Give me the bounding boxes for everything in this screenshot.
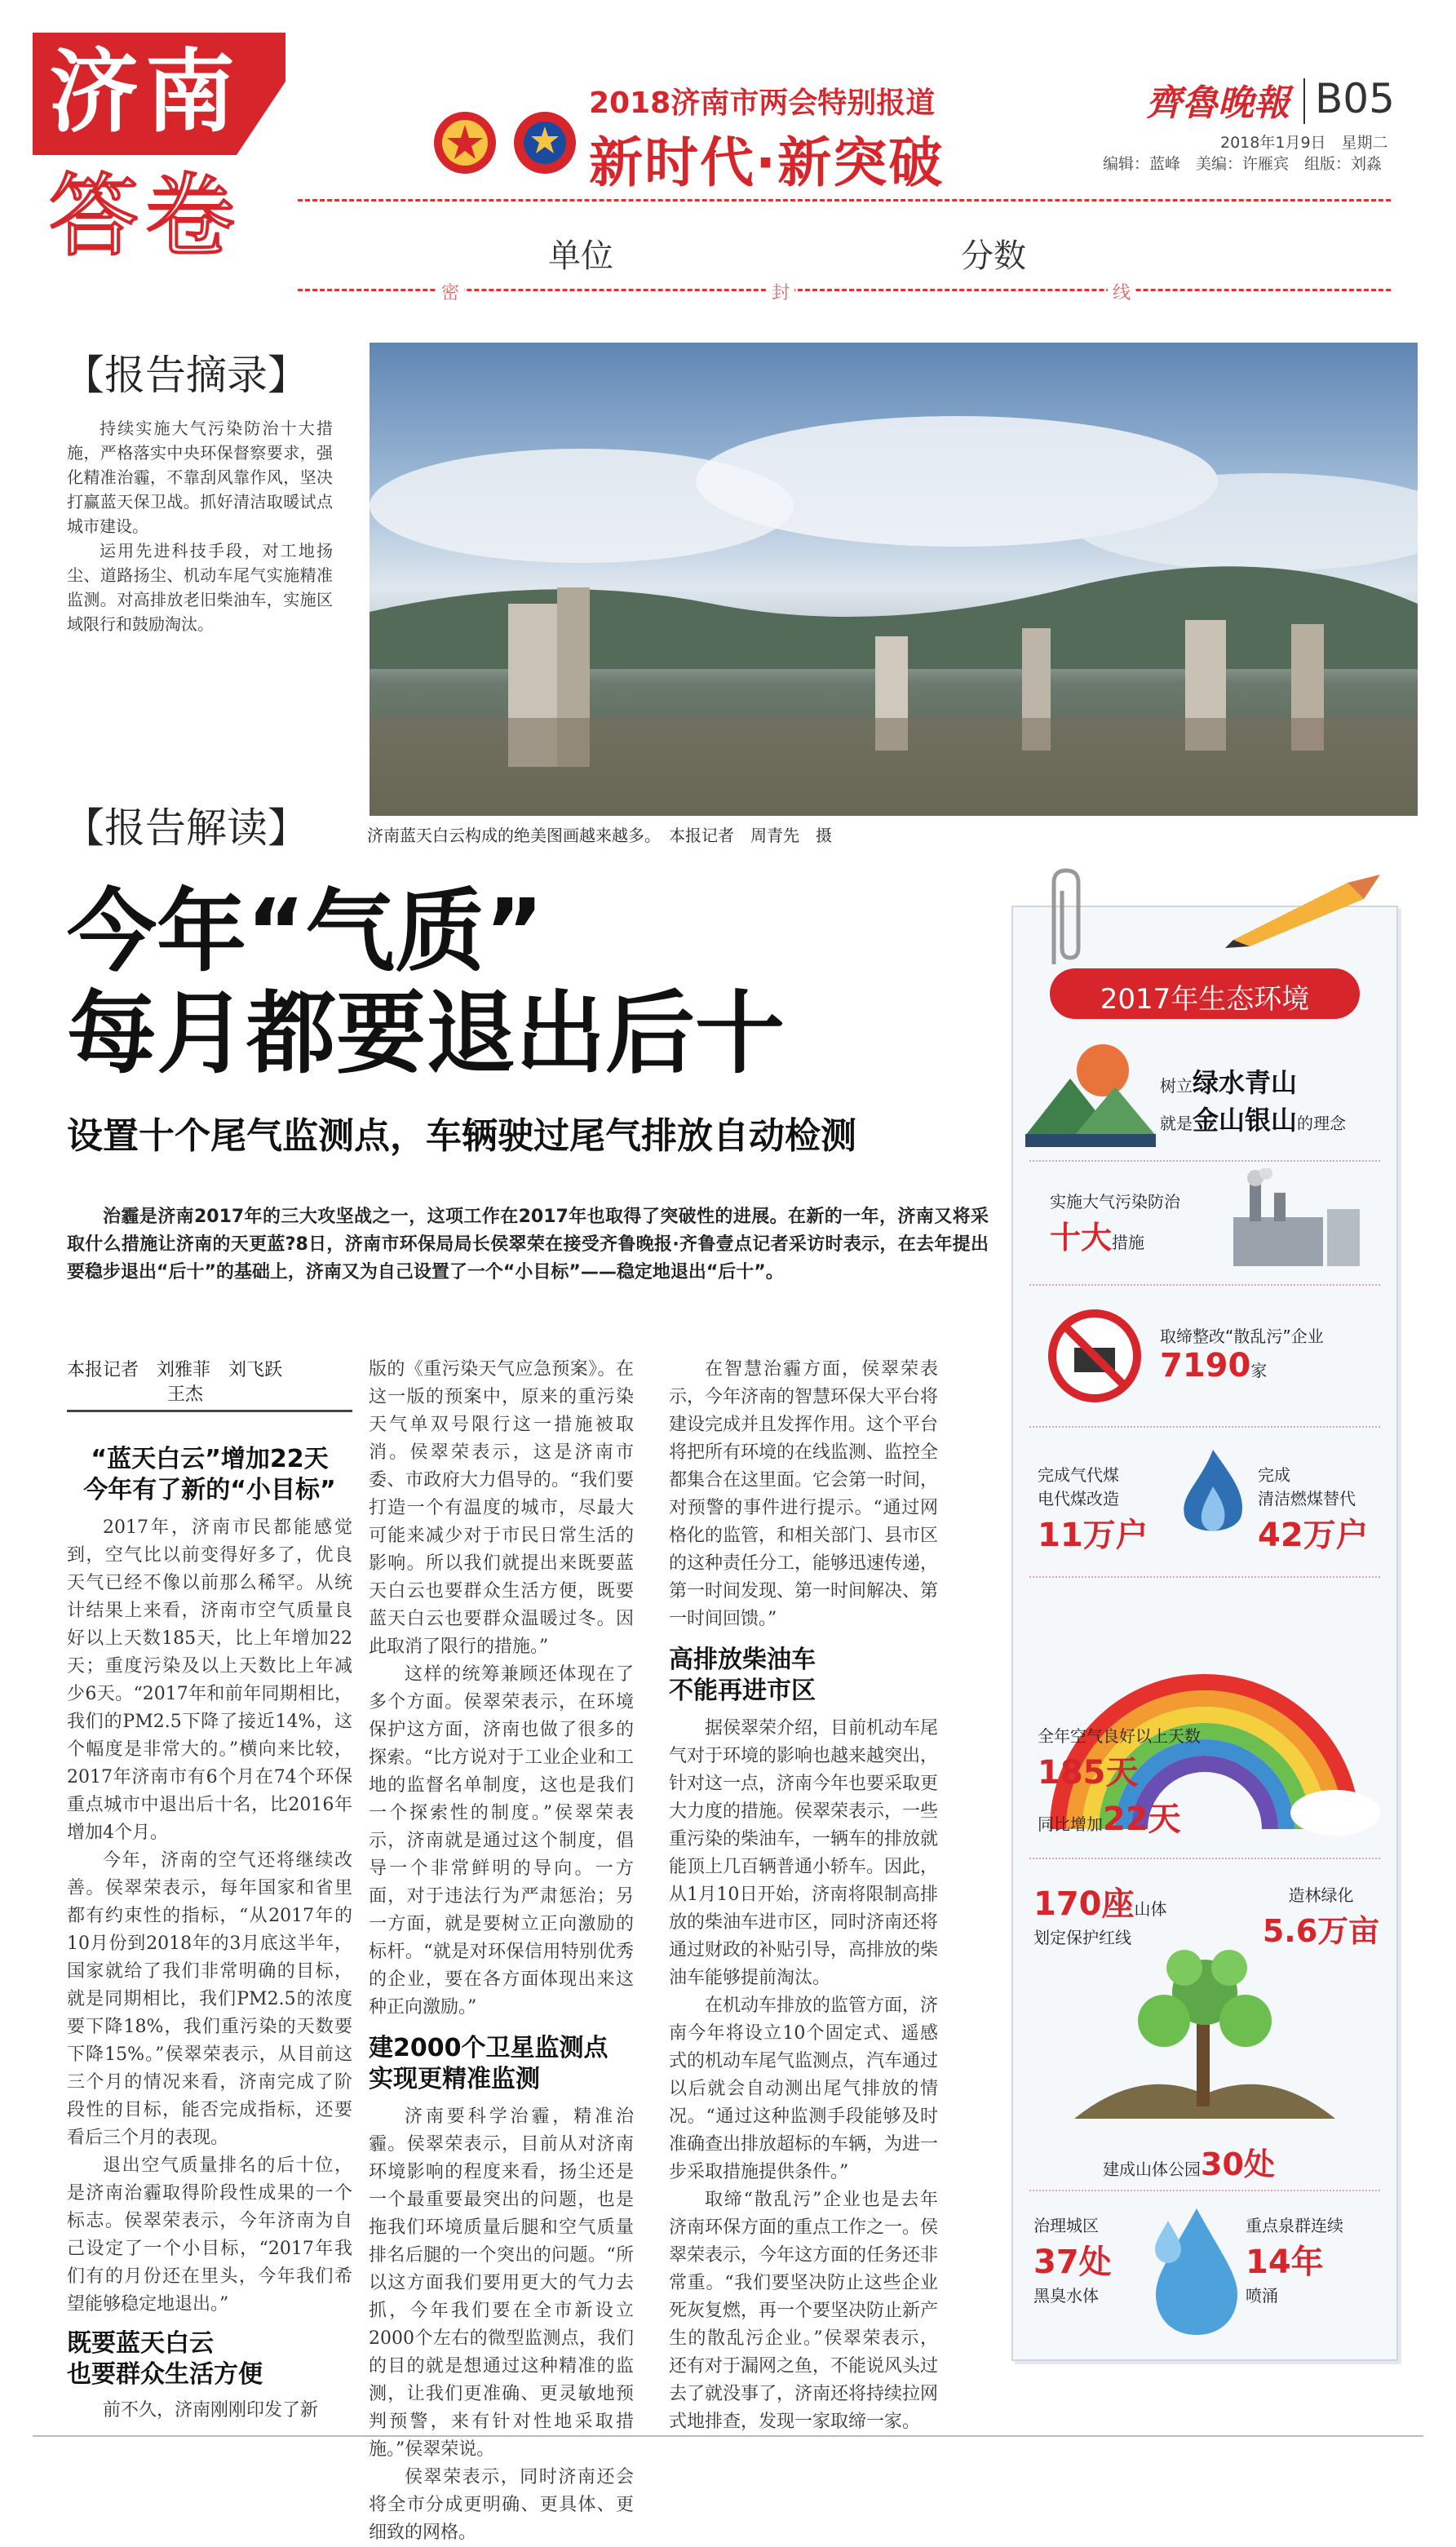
eco-item-7 (1033, 1878, 1197, 1948)
eco-item-1-a: 树立 (1160, 1076, 1193, 1096)
abstract-heading: 【报告摘录】 (64, 352, 308, 399)
eco-item-10-c: 黑臭水体 (1033, 2286, 1099, 2306)
eco-panel (1011, 906, 1398, 2361)
eco-item-10-a: 治理城区 (1033, 2216, 1099, 2235)
date-line: 2018年1月9日 星期二 (1220, 134, 1388, 152)
eco-item-1 (1160, 1062, 1388, 1137)
paperclip-icon (1038, 866, 1095, 972)
eco-item-1-d: 金山银山 (1193, 1105, 1298, 1136)
col2-subhead-line1: 建2000个卫星监测点 (369, 2034, 609, 2062)
eco-separator-6 (1029, 2190, 1380, 2191)
col1-paragraph-4: 前不久，济南刚刚印发了新 (103, 2400, 319, 2421)
eco-title: 2017年生态环境 (1100, 983, 1310, 1016)
seal-char-3: 线 (1108, 279, 1135, 304)
eco-item-3 (1160, 1323, 1388, 1384)
report-title: 2018济南市两会特别报道 (589, 86, 936, 120)
eco-item-5-b: 42万户 (1258, 1517, 1369, 1554)
eco-item-6-d: 22天 (1103, 1801, 1181, 1838)
eco-item-4-a2: 电代煤改造 (1038, 1489, 1119, 1508)
col2-subhead-line2: 实现更精准监测 (369, 2065, 540, 2093)
slogan: 新时代·新突破 (589, 131, 945, 194)
eco-item-11-c: 喷涌 (1246, 2286, 1278, 2306)
headline-line2: 每月都要退出后十 (67, 981, 785, 1086)
eco-separator-1 (1029, 1160, 1380, 1162)
eco-item-7-b: 山体 (1134, 1899, 1167, 1919)
staff-line: 编辑：蓝峰 美编：许雁宾 组版：刘淼 (1103, 155, 1383, 173)
subheadline: 设置十个尾气监测点，车辆驶过尾气排放自动检测 (67, 1115, 856, 1157)
eco-item-8-a: 造林绿化 (1288, 1885, 1354, 1905)
eco-item-5 (1258, 1462, 1396, 1556)
paper-name-logo: 齊魯晚報 (1146, 82, 1290, 124)
column-2 (369, 1356, 634, 2547)
eco-item-6-b: 185天 (1038, 1754, 1139, 1792)
eco-item-4 (1038, 1462, 1184, 1556)
eco-item-10 (1033, 2213, 1156, 2306)
column-3 (669, 1356, 938, 2436)
col2-paragraph-2: 这样的统筹兼顾还体现在了多个方面。侯翠荣表示，在环境保护这方面，济南也做了很多的探索。“比方说对于工业企业和工地的监督名单制度，这也是我们一个探索性的制度。”侯翠荣表示，济南就是通过这个制度，倡导一个非常鲜明的导向。一方面，对于违法行为严肃惩治；另一方面，就是要树立正向激励的标杆。“就是对环保信用特别优秀的企业，要在各方面体现出来这种正向激励。” (369, 1664, 634, 2018)
eco-item-6-a: 全年空气良好以上天数 (1038, 1726, 1201, 1746)
headline-line1: 今年“气质” (67, 879, 544, 984)
section-label-line1: 济南 (49, 40, 241, 144)
lead-paragraph: 治霾是济南2017年的三大攻坚战之一，这项工作在2017年也取得了突破性的进展。在新的一年，济南又将采取什么措施让济南的天更蓝?8日，济南市环保局局长侯翠荣在接受齐鲁晚报·齐鲁壹点记者采访时表示，在去年提出要稳步退出“后十”的基础上，济南又为自己设置了一个“小目标”——稳定地退出“后十”。 (67, 1207, 989, 1282)
section-label-block (33, 33, 285, 277)
byline-line1: 本报记者 刘雅菲 刘飞跃 (67, 1360, 283, 1380)
eco-item-3-a: 取缔整改“散乱污”企业 (1160, 1327, 1324, 1346)
eco-item-8 (1250, 1882, 1392, 1951)
flame-icon (1176, 1446, 1250, 1544)
col1-paragraph-3: 退出空气质量排名的后十位，是济南治霾取得阶段性成果的一个标志。侯翠荣表示，今年济南为自己设定了一个小目标，“2017年我们有的月份还在里头，今年我们希望能够稳定地退出。” (67, 2155, 352, 2314)
eco-item-11-b: 14年 (1246, 2244, 1324, 2281)
tree-icon (1074, 1943, 1335, 2131)
interpretation-heading: 【报告解读】 (64, 804, 308, 852)
section-label-line2: 答卷 (49, 164, 241, 268)
eco-item-11 (1246, 2213, 1392, 2306)
cppcc-emblem-icon (512, 110, 578, 175)
col1-paragraph-1: 2017年，济南市民都能感觉到，空气比以前变得好多了，优良天气已经不像以前那么稀罕。从统计结果上来看，济南市空气质量良好以上天数185天，比上年增加22天；重度污染及以上天数比上年减少6天。“2017年和前年同期相比，我们的PM2.5下降了接近14%，这个幅度是非常大的。”横向来比较，2017年济南市有6个月在74个环保重点城市中退出后十名，比2016年增加4个月。 (67, 1517, 352, 1843)
eco-item-8-b: 5.6万亩 (1262, 1913, 1380, 1949)
column-1 (67, 1444, 352, 2425)
eco-separator-2 (1029, 1284, 1380, 1286)
page-bottom-rule (33, 2435, 1423, 2437)
eco-item-2 (1050, 1189, 1213, 1257)
eco-item-5-a1: 完成 (1258, 1465, 1290, 1485)
eco-item-3-c: 家 (1250, 1361, 1268, 1380)
abstract-paragraph-1: 持续实施大气污染防治十大措施，严格落实中央环保督察要求，强化精准治霾，不靠刮风靠作风，坚决打赢蓝天保卫战。抓好清洁取暖试点城市建设。 (67, 419, 333, 536)
col1-subhead-1-line2: 今年有了新的“小目标” (83, 1476, 336, 1504)
exam-score-label: 分数 (961, 237, 1026, 275)
eco-item-4-b: 11万户 (1038, 1517, 1148, 1554)
abstract-paragraph-2: 运用先进科技手段，对工地扬尘、道路扬尘、机动车尾气实施精准监测。对高排放老旧柴油车，实施区域限行和鼓励淘汰。 (67, 541, 333, 634)
masthead-divider (1303, 78, 1305, 124)
eco-item-2-c: 措施 (1112, 1233, 1145, 1252)
col3-paragraph-2: 据侯翠荣介绍，目前机动车尾气对于环境的影响也越来越突出，针对这一点，济南今年也要采取更大力度的措施。侯翠荣表示，一些重污染的柴油车，一辆车的排放就能顶上几百辆普通小轿车。因此，从1月10日开始，济南将限制高排放的柴油车进市区，同时济南还将通过财政的补贴引导，高排放的柴油车能够提前淘汰。 (669, 1718, 939, 1988)
eco-item-7-a: 170座 (1033, 1885, 1135, 1923)
byline-line2: 王杰 (167, 1384, 204, 1405)
seal-char-2: 封 (767, 279, 794, 304)
byline-rule (67, 1410, 352, 1412)
seal-char-1: 密 (436, 279, 464, 304)
eco-item-6-c: 同比增加 (1038, 1814, 1103, 1834)
col1-subhead-2-line1: 既要蓝天白云 (67, 2329, 214, 2358)
col3-paragraph-3: 在机动车排放的监管方面，济南今年将设立10个固定式、遥感式的机动车尾气监测点，汽车通过以后就会自动测出尾气排放的情况。“通过这种监测手段能够及时准确查出排放超标的车辆，为进一步采取措施提供条件。” (669, 1996, 939, 2182)
eco-item-7-c: 划定保护红线 (1033, 1928, 1131, 1947)
eco-item-1-e: 的理念 (1297, 1114, 1347, 1133)
prohibition-icon (1046, 1307, 1144, 1405)
photo-caption: 济南蓝天白云构成的绝美图画越来越多。 本报记者 周青先 摄 (367, 826, 832, 845)
col2-paragraph-3: 济南要科学治霾，精准治霾。侯翠荣表示，目前从对济南环境影响的程度来看，扬尘还是一个最重要最突出的问题，也是拖我们环境质量后腿和空气质量排名后腿的一个突出的问题。“所以这方面我们要用更大的气力去抓，今年我们要在全市新设立2000个左右的微型监测点，我们的目的就是想通过这种精准的监测，让我们更准确、更灵敏地预判预警，来有针对性地采取措施。”侯翠荣说。 (369, 2106, 634, 2460)
eco-item-5-a2: 清洁燃煤替代 (1258, 1489, 1356, 1508)
eco-item-4-a1: 完成气代煤 (1038, 1465, 1119, 1485)
eco-item-6 (1038, 1723, 1282, 1840)
water-drops-icon (1144, 2204, 1250, 2343)
eco-item-9-a: 建成山体公园 (1103, 2159, 1201, 2179)
abstract-body (67, 416, 333, 636)
eco-item-9 (1103, 2139, 1348, 2184)
col3-paragraph-4: 取缔“散乱污”企业也是去年济南环保方面的重点工作之一。侯翠荣表示，今年这方面的任务还非常重。“我们要坚决防止这些企业死灰复燃，再一个要坚决防止新产生的散乱污企业。”侯翠荣表示，还有对于漏网之鱼，不能说风头过去了就没事了，济南还将持续拉网式地排查，发现一家取缔一家。 (669, 2190, 939, 2432)
page-number: B05 (1315, 75, 1395, 122)
national-emblem-icon (432, 110, 498, 175)
eco-item-3-b: 7190 (1160, 1347, 1251, 1384)
col2-paragraph-4: 侯翠荣表示，同时济南还会将全市分成更明确、更具体、更细致的网格。 (369, 2467, 634, 2543)
masthead (0, 0, 1456, 326)
pencil-icon (1225, 875, 1388, 948)
col3-paragraph-1: 在智慧治霾方面，侯翠荣表示，今年济南的智慧环保大平台将建设完成并且发挥作用。这个平台将把所有环境的在线监测、监控全都集合在这里面。它会第一时间，对预警的事件进行提示。“通过网格化的监管，和相关部门、县市区的这种责任分工，能够迅速传递，第一时间发现、第一时间解决、第一时间回馈。” (669, 1359, 939, 1629)
photo-scene (370, 343, 1418, 816)
col1-subhead-1-line1: “蓝天白云”增加22天 (91, 1445, 329, 1473)
eco-separator-5 (1029, 1858, 1380, 1859)
col3-subhead-line1: 高排放柴油车 (669, 1646, 816, 1674)
col3-subhead-line2: 不能再进市区 (669, 1677, 816, 1705)
col1-paragraph-2: 今年，济南的空气还将继续改善。侯翠荣表示，每年国家和省里都有约束性的指标，“从2017年的10月份到2018年的3月底这半年，国家就给了我们非常明确的目标，就是同期相比，我们PM2.5的浓度要下降18%，我们重污染的天数要下降15%。”侯翠荣表示，从目前这三个月的情况来看，济南完成了阶段性的目标，能否完成指标，还要看后三个月的表现。 (67, 1850, 352, 2148)
eco-item-11-a: 重点泉群连续 (1246, 2216, 1343, 2235)
col1-subhead-2-line2: 也要群众生活方便 (67, 2360, 263, 2389)
eco-separator-4 (1029, 1576, 1380, 1578)
eco-item-1-c: 就是 (1160, 1114, 1193, 1133)
eco-item-2-a: 实施大气污染防治 (1050, 1192, 1180, 1211)
exam-unit-label: 单位 (548, 237, 613, 275)
eco-separator-3 (1029, 1426, 1380, 1428)
eco-item-2-b: 十大 (1050, 1220, 1113, 1256)
mountain-sun-icon (1025, 1038, 1156, 1152)
eco-item-1-b: 绿水青山 (1193, 1067, 1298, 1098)
city-skyline-photo (370, 343, 1418, 816)
eco-item-9-b: 30处 (1201, 2146, 1275, 2182)
factory-icon (1217, 1168, 1380, 1274)
masthead-rule (298, 199, 1391, 202)
col2-paragraph-1: 版的《重污染天气应急预案》。在这一版的预案中，原来的重污染天气单双号限行这一措施被取消。侯翠荣表示，这是济南市委、市政府大力倡导的。“我们要打造一个有温度的城市，尽最大可能来减少对于市民日常生活的影响。所以我们就提出来既要蓝天白云也要群众生活方便，既要蓝天白云也要群众温暖过冬。因此取消了限行的措施。” (369, 1359, 634, 1657)
eco-item-10-b: 37处 (1033, 2244, 1112, 2281)
